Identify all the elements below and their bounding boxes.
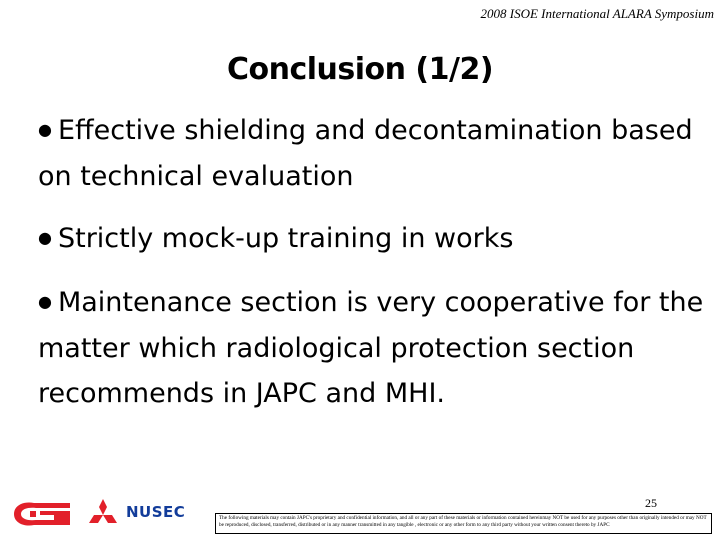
- bullet-text: Maintenance section is very cooperative for the matter which radiological protection section recommends in JAPC and MHI.: [38, 287, 704, 409]
- bullet-text: Strictly mock-up training in works: [57, 223, 514, 254]
- mhi-logo-icon: [86, 498, 120, 530]
- bullet-text: Effective shielding and decontamination based on technical evaluation: [38, 115, 693, 192]
- symposium-header: 2008 ISOE International ALARA Symposium: [480, 6, 714, 21]
- slide-title: Conclusion (1/2): [226, 52, 494, 87]
- bullet-item: [38, 216, 708, 262]
- bullet-icon: ●: [38, 292, 52, 311]
- page-number: 25: [645, 496, 657, 510]
- bullet-icon: ●: [38, 120, 52, 139]
- nusec-logo: NUSEC: [126, 503, 186, 521]
- bullet-item: [38, 280, 708, 416]
- confidentiality-notice: The following materials may contain JAPC's proprietary and confidential information, and all or any part of these materials or information contained hereinmay NOT be used for any purposes other than originally intended or may NOT be reproduced, disclosed, transferred, distributed or in any manner transmitted in any tangible , electronic or any other form to any third party without your written consent thereto by JAPC: [215, 513, 712, 534]
- bullet-icon: ●: [38, 228, 52, 247]
- bullet-item: [38, 108, 708, 199]
- japc-logo-icon: [10, 497, 76, 531]
